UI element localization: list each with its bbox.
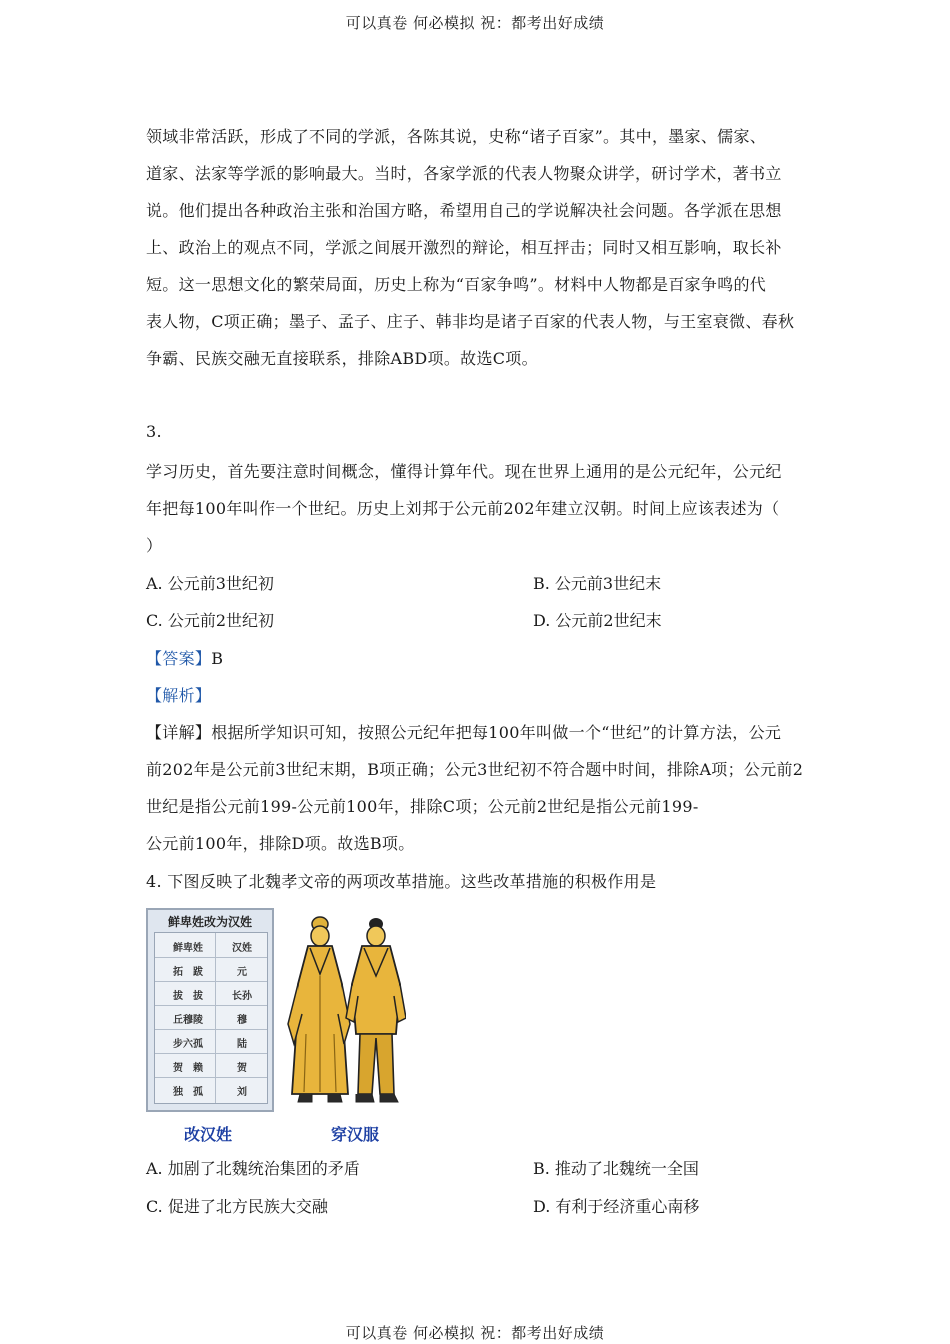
explanation-line: 领域非常活跃，形成了不同的学派，各陈其说，史称“诸子百家”。其中，墨家、儒家、: [146, 127, 767, 146]
caption-change-surname: 改汉姓: [184, 1125, 233, 1144]
answer-label: 【答案】: [146, 649, 212, 668]
table-row: 贺 赖 贺: [155, 1053, 267, 1078]
explanation-line: 说。他们提出各种政治主张和治国方略，希望用自己的学说解决社会问题。各学派在思想: [146, 201, 782, 220]
table-row: 鲜卑姓 汉姓: [155, 933, 267, 958]
q3-option-d: D. 公元前2世纪末: [533, 611, 662, 630]
detail-label: 【详解】: [146, 723, 212, 742]
surname-table: [146, 908, 274, 1112]
q3-analysis-label: 【解析】: [146, 686, 212, 705]
q3-answer: [146, 646, 223, 669]
table-row: 拓 跋 元: [155, 957, 267, 982]
q3-stem-line: 学习历史，首先要注意时间概念，懂得计算年代。现在世界上通用的是公元纪年，公元纪: [146, 462, 782, 481]
explanation-line: 表人物，C项正确；墨子、孟子、庄子、韩非均是诸子百家的代表人物，与王室衰微、春秋: [146, 312, 795, 331]
q3-number: 3.: [146, 422, 162, 441]
page-header: 可以真卷 何必模拟 祝：都考出好成绩: [345, 14, 605, 32]
q4-option-a: A. 加剧了北魏统治集团的矛盾: [146, 1159, 360, 1178]
explanation-line: 短。这一思想文化的繁荣局面，历史上称为“百家争鸣”。材料中人物都是百家争鸣的代: [146, 275, 767, 294]
explanation-line: 道家、法家等学派的影响最大。当时，各家学派的代表人物聚众讲学，研讨学术，著书立: [146, 164, 782, 183]
q3-detail-line: 世纪是指公元前199-公元前100年，排除C项；公元前2世纪是指公元前199-: [146, 797, 699, 816]
table-row: 步六孤 陆: [155, 1029, 267, 1054]
explanation-line: 争霸、民族交融无直接联系，排除ABD项。故选C项。: [146, 349, 538, 368]
q3-option-c: C. 公元前2世纪初: [146, 611, 275, 630]
q3-option-a: A. 公元前3世纪初: [146, 574, 274, 593]
q3-option-b: B. 公元前3世纪末: [533, 574, 662, 593]
surname-table-title: 鲜卑姓改为汉姓: [167, 915, 252, 929]
caption-wear-han-clothes: 穿汉服: [331, 1125, 380, 1144]
q4-option-d: D. 有利于经济重心南移: [533, 1197, 700, 1216]
page-footer: 可以真卷 何必模拟 祝：都考出好成绩: [345, 1324, 605, 1342]
surname-grid: [154, 932, 268, 1104]
q4-option-c: C. 促进了北方民族大交融: [146, 1197, 328, 1216]
explanation-line: 上、政治上的观点不同，学派之间展开激烈的辩论，相互抨击；同时又相互影响，取长补: [146, 238, 782, 257]
detail-text: 根据所学知识可知，按照公元纪年把每100年叫做一个“世纪”的计算方法，公元: [211, 723, 782, 742]
table-row: 独 孤 刘: [173, 1087, 247, 1098]
q3-detail-line: 前202年是公元前3世纪末期，B项正确；公元3世纪初不符合题中时间，排除A项；公元前2: [146, 760, 804, 779]
q4-stem: 4. 下图反映了北魏孝文帝的两项改革措施。这些改革措施的积极作用是: [146, 872, 657, 891]
answer-value: B: [211, 649, 224, 668]
q3-stem-line: ）: [146, 536, 163, 555]
q3-detail-line: [146, 720, 781, 743]
han-clothing-illustration: [286, 914, 406, 1110]
q3-stem-line: 年把每100年叫作一个世纪。历史上刘邦于公元前202年建立汉朝。时间上应该表述为（: [146, 499, 780, 518]
table-row: 拔 拔 长孙: [155, 981, 267, 1006]
reform-figure: [146, 908, 396, 1148]
q3-detail-line: 公元前100年，排除D项。故选B项。: [146, 834, 415, 853]
table-row: 丘穆陵 穆: [155, 1005, 267, 1030]
robed-figure-left: [288, 917, 350, 1102]
robed-figure-right: [346, 918, 406, 1102]
q4-option-b: B. 推动了北魏统一全国: [533, 1159, 699, 1178]
